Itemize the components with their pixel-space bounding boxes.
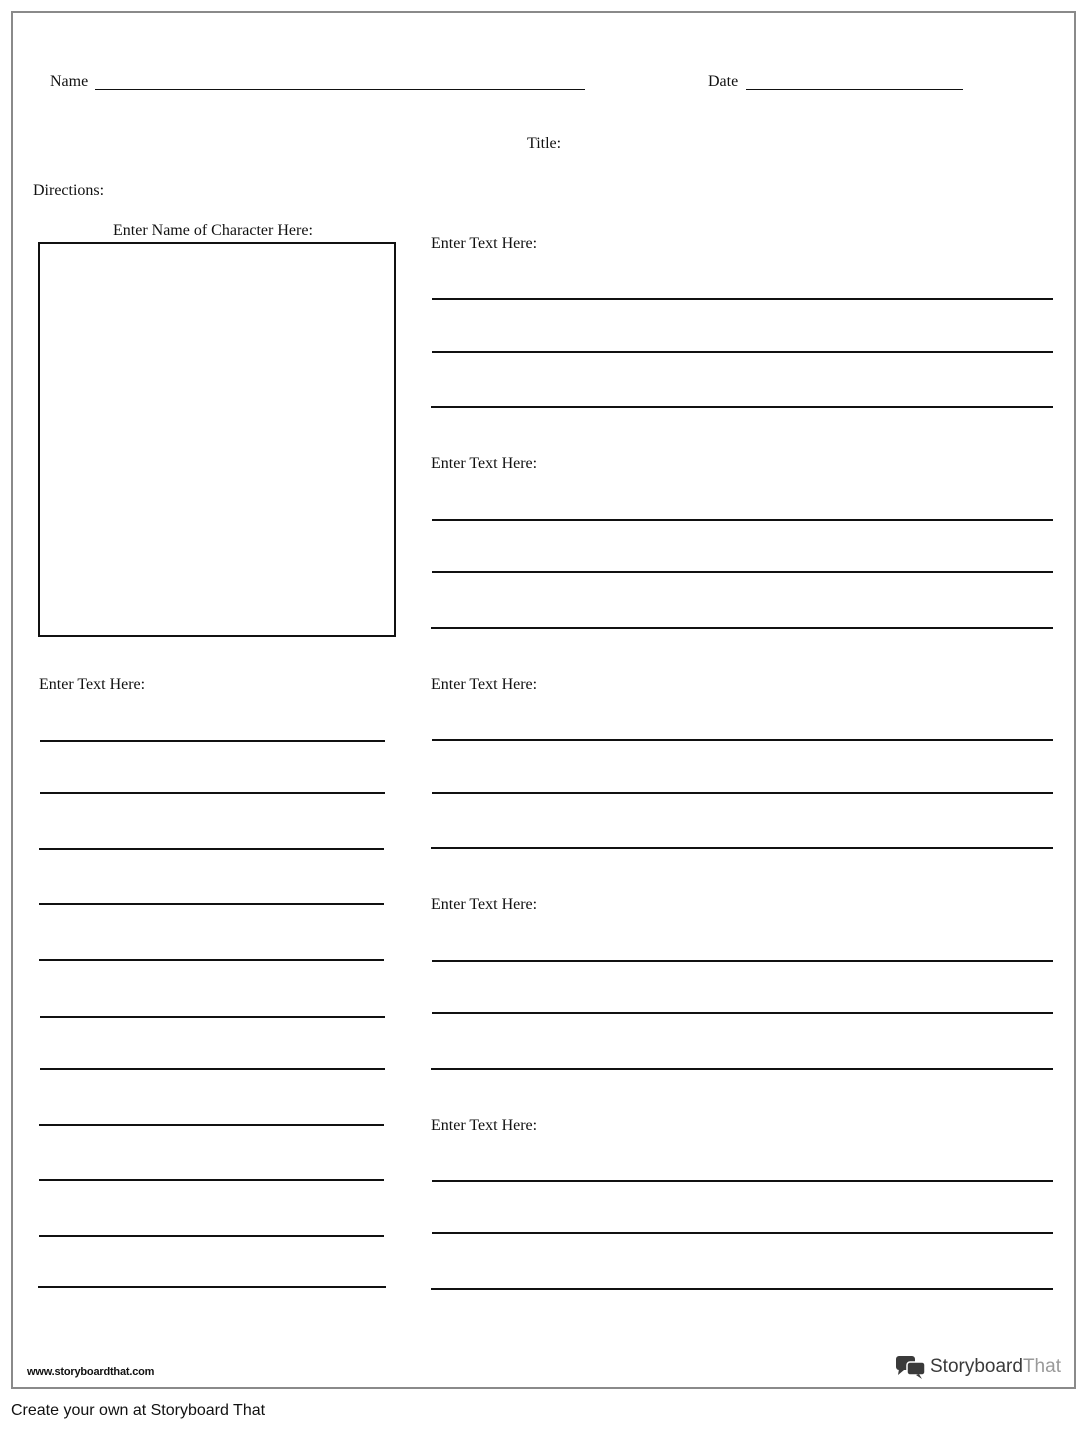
- worksheet-page: [11, 11, 1076, 1389]
- name-label: Name: [50, 73, 89, 90]
- right-section-1-line-3[interactable]: [431, 406, 1053, 408]
- speech-bubbles-icon: [895, 1354, 927, 1380]
- right-section-4-prompt: Enter Text Here:: [431, 896, 538, 913]
- left-line-4[interactable]: [39, 903, 384, 905]
- character-drawing-box[interactable]: [38, 242, 396, 637]
- right-section-3-prompt: Enter Text Here:: [431, 676, 538, 693]
- brand-that-text: That: [1022, 1356, 1061, 1377]
- left-line-1[interactable]: [40, 740, 385, 742]
- left-line-6[interactable]: [40, 1016, 385, 1018]
- create-your-own-link[interactable]: Create your own at Storyboard That: [11, 1402, 266, 1419]
- right-section-1-line-2[interactable]: [432, 351, 1053, 353]
- character-name-prompt: Enter Name of Character Here:: [113, 222, 313, 239]
- left-line-7[interactable]: [40, 1068, 385, 1070]
- right-section-5-line-3[interactable]: [431, 1288, 1053, 1290]
- right-section-1-line-1[interactable]: [432, 298, 1053, 300]
- right-section-3-line-2[interactable]: [432, 792, 1053, 794]
- left-section-prompt: Enter Text Here:: [39, 676, 146, 693]
- left-line-9[interactable]: [39, 1179, 384, 1181]
- left-line-2[interactable]: [40, 792, 385, 794]
- right-section-2-prompt: Enter Text Here:: [431, 455, 538, 472]
- left-line-3[interactable]: [39, 848, 384, 850]
- date-field-line[interactable]: [746, 89, 963, 90]
- directions-label: Directions:: [33, 182, 105, 199]
- footer-url[interactable]: www.storyboardthat.com: [27, 1366, 155, 1378]
- left-line-11[interactable]: [38, 1286, 386, 1288]
- date-label: Date: [708, 73, 739, 90]
- name-field-line[interactable]: [95, 89, 585, 90]
- right-section-3-line-3[interactable]: [431, 847, 1053, 849]
- right-section-2-line-2[interactable]: [432, 571, 1053, 573]
- title-label: Title:: [527, 135, 562, 152]
- right-section-3-line-1[interactable]: [432, 739, 1053, 741]
- right-section-5-prompt: Enter Text Here:: [431, 1117, 538, 1134]
- left-line-5[interactable]: [39, 959, 384, 961]
- right-section-4-line-2[interactable]: [432, 1012, 1053, 1014]
- left-line-10[interactable]: [39, 1235, 384, 1237]
- left-line-8[interactable]: [39, 1124, 384, 1126]
- right-section-2-line-1[interactable]: [432, 519, 1053, 521]
- storyboardthat-logo[interactable]: [895, 1354, 1061, 1380]
- right-section-5-line-2[interactable]: [432, 1232, 1053, 1234]
- right-section-5-line-1[interactable]: [432, 1180, 1053, 1182]
- right-section-4-line-1[interactable]: [432, 960, 1053, 962]
- right-section-2-line-3[interactable]: [431, 627, 1053, 629]
- right-section-1-prompt: Enter Text Here:: [431, 235, 538, 252]
- right-section-4-line-3[interactable]: [431, 1068, 1053, 1070]
- brand-storyboard-text: Storyboard: [930, 1356, 1023, 1377]
